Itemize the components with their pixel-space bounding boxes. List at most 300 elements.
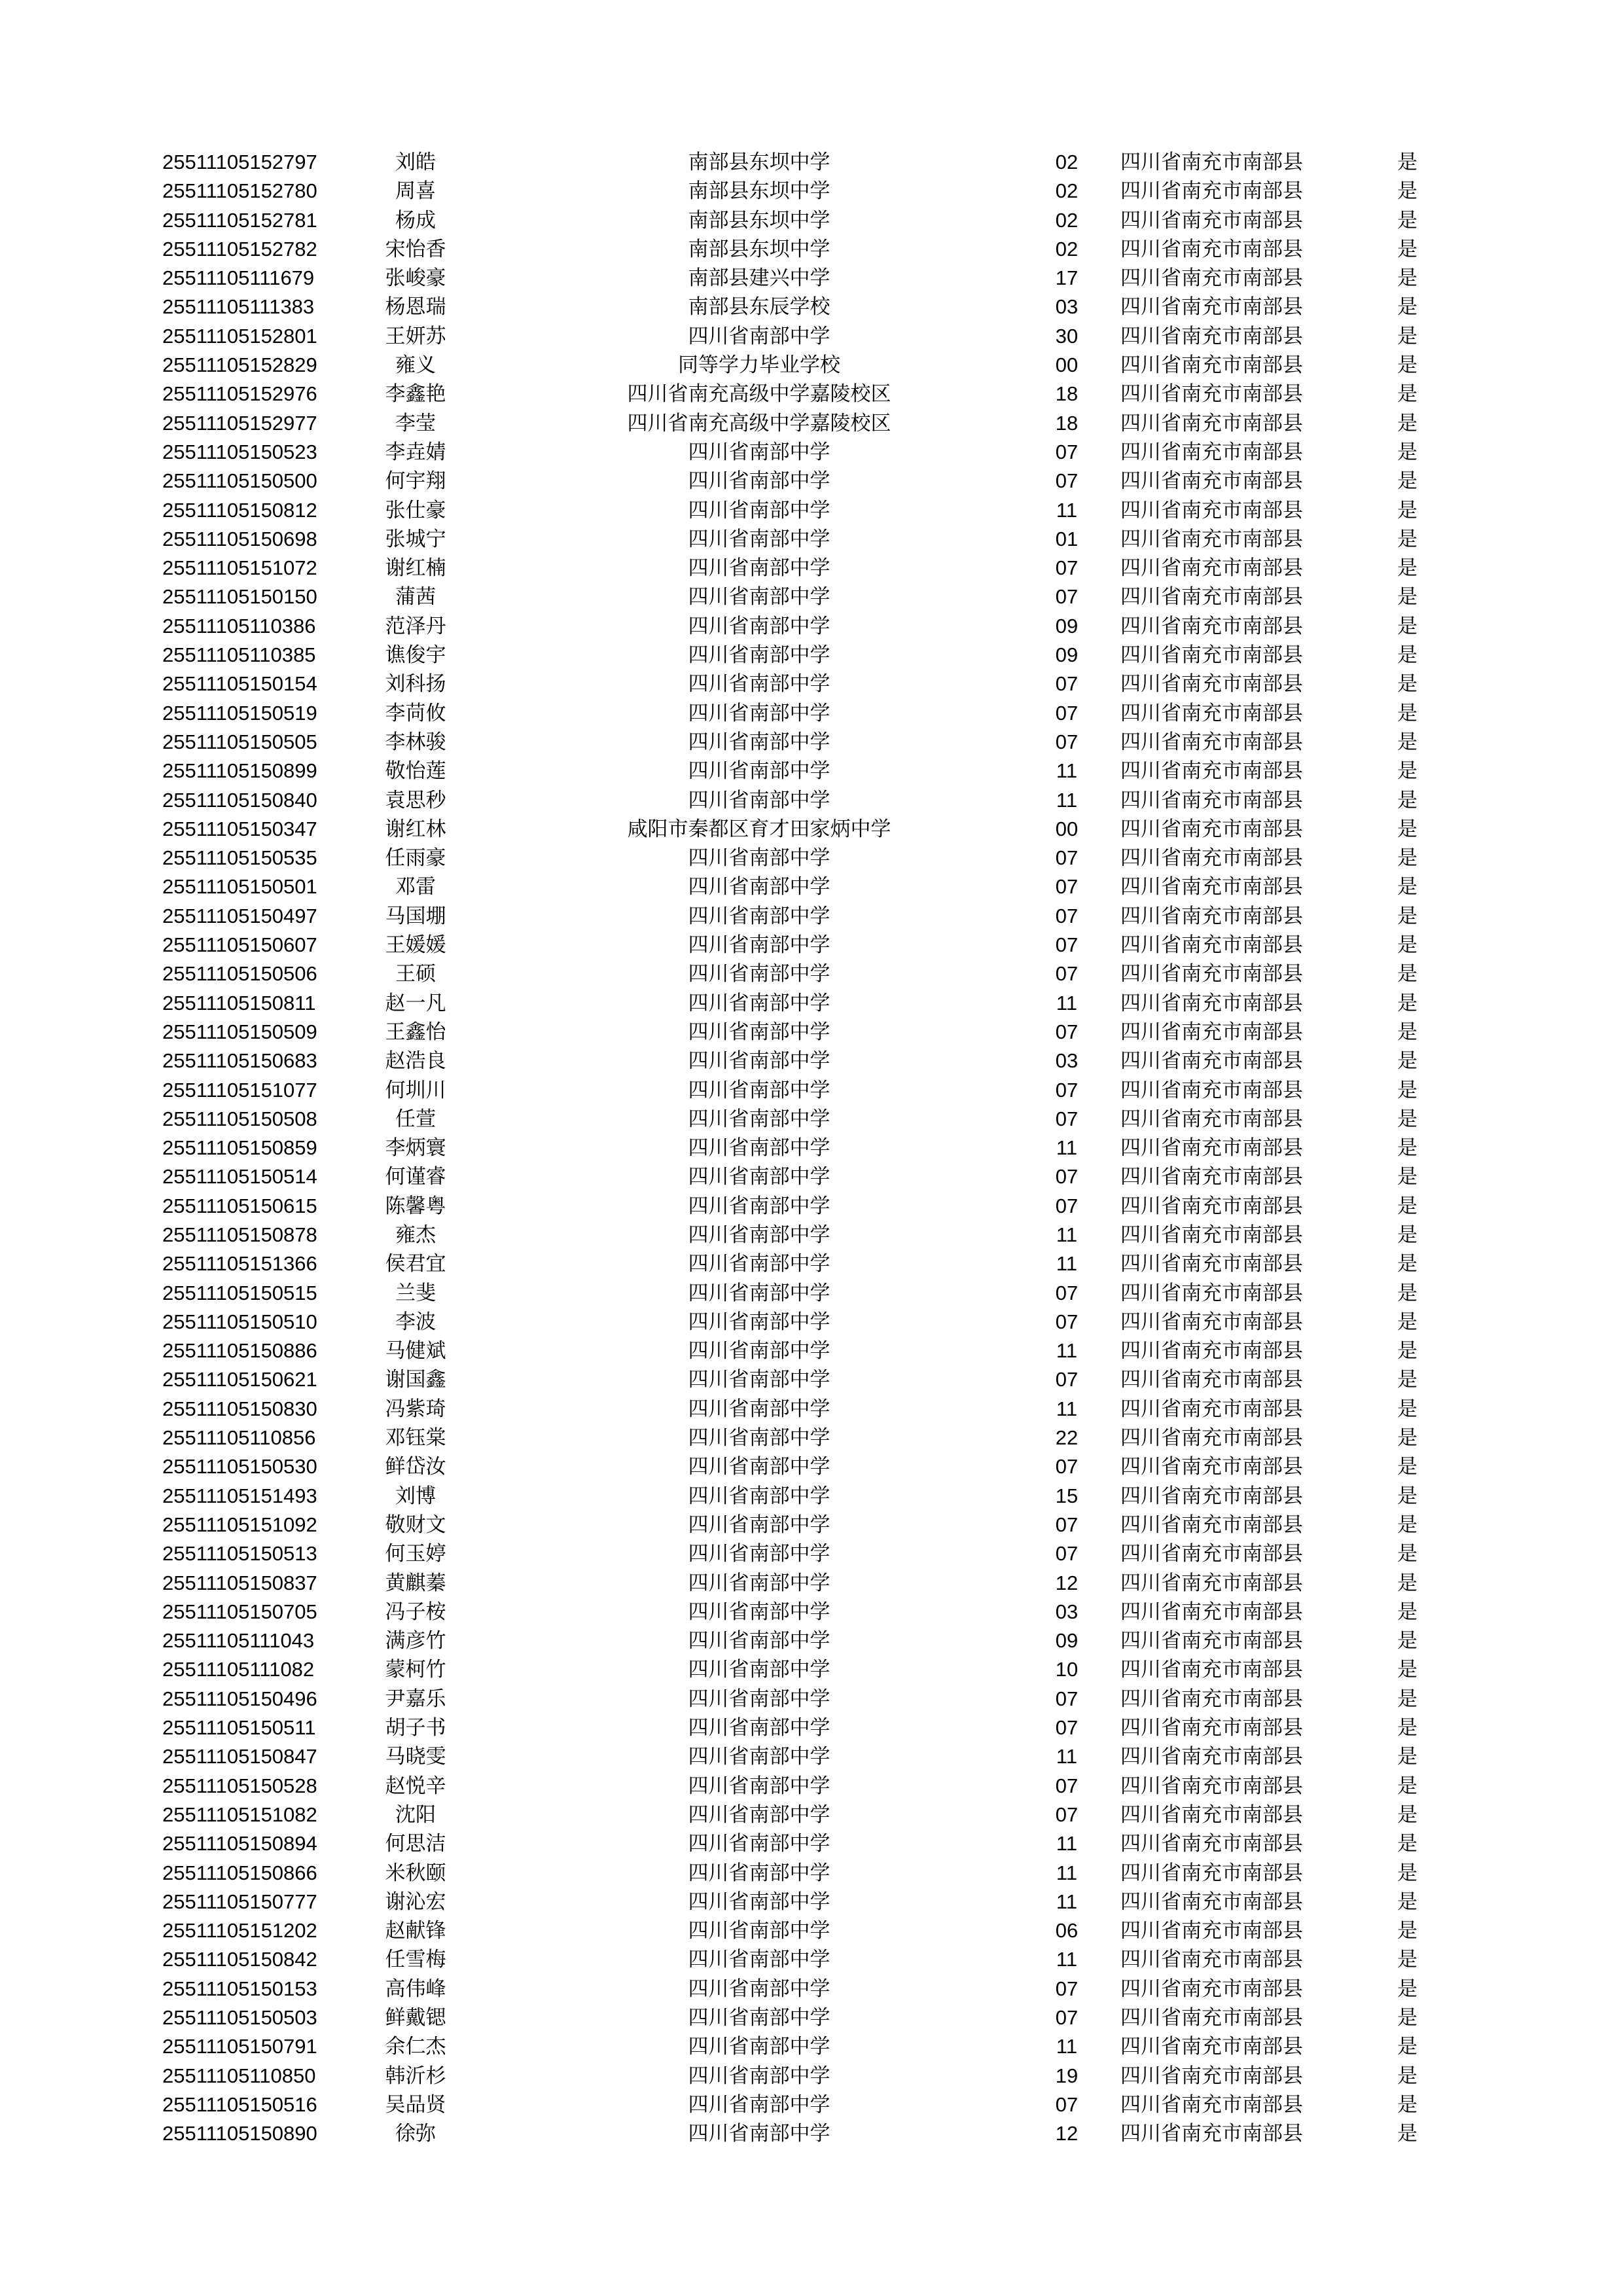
status-flag-cell: 是: [1397, 295, 1418, 319]
region-cell: 四川省南充市南部县: [1120, 1310, 1303, 1334]
status-flag-cell: 是: [1397, 1832, 1418, 1856]
student-name-cell: 马健斌: [385, 1339, 446, 1363]
status-flag-cell: 是: [1397, 1571, 1418, 1595]
school-name-cell: 四川省南部中学: [688, 1977, 830, 2001]
class-code-cell: 07: [1055, 556, 1079, 580]
table-row: [0, 1539, 1623, 1568]
class-code-cell: 07: [1055, 2006, 1079, 2029]
table-row: [0, 902, 1623, 931]
school-name-cell: 四川省南部中学: [688, 1310, 830, 1334]
region-cell: 四川省南充市南部县: [1120, 556, 1303, 581]
exam-number-cell: 25511105150496: [162, 1687, 317, 1710]
class-code-cell: 09: [1055, 614, 1079, 637]
exam-number-cell: 25511105152782: [162, 237, 317, 260]
exam-number-cell: 25511105150899: [162, 759, 317, 783]
status-flag-cell: 是: [1397, 759, 1418, 783]
status-flag-cell: 是: [1397, 527, 1418, 551]
status-flag-cell: 是: [1397, 730, 1418, 754]
school-name-cell: 四川省南部中学: [688, 1716, 830, 1740]
table-row: [0, 1655, 1623, 1684]
table-row: [0, 2032, 1623, 2061]
region-cell: 四川省南充市南部县: [1120, 353, 1303, 378]
school-name-cell: 南部县东辰学校: [688, 295, 830, 319]
student-name-cell: 李波: [395, 1310, 436, 1334]
school-name-cell: 四川省南部中学: [688, 788, 830, 812]
region-cell: 四川省南充市南部县: [1120, 1600, 1303, 1624]
region-cell: 四川省南充市南部县: [1120, 179, 1303, 204]
status-flag-cell: 是: [1397, 151, 1418, 174]
school-name-cell: 南部县东坝中学: [688, 237, 830, 261]
status-flag-cell: 是: [1397, 1687, 1418, 1711]
table-row: [0, 177, 1623, 206]
exam-number-cell: 25511105150501: [162, 875, 317, 899]
student-name-cell: 何圳川: [385, 1078, 446, 1102]
exam-number-cell: 25511105150847: [162, 1745, 317, 1768]
region-cell: 四川省南充市南部县: [1120, 1803, 1303, 1827]
region-cell: 四川省南充市南部县: [1120, 266, 1303, 291]
student-name-cell: 余仁杰: [385, 2035, 446, 2059]
exam-number-cell: 25511105152829: [162, 353, 317, 377]
table-row: [0, 2090, 1623, 2119]
exam-number-cell: 25511105150347: [162, 817, 317, 840]
school-name-cell: 四川省南部中学: [688, 1165, 830, 1189]
class-code-cell: 07: [1055, 469, 1079, 493]
status-flag-cell: 是: [1397, 991, 1418, 1015]
table-row: [0, 264, 1623, 293]
school-name-cell: 四川省南部中学: [688, 1890, 830, 1914]
class-code-cell: 07: [1055, 1977, 1079, 2000]
region-cell: 四川省南充市南部县: [1120, 1571, 1303, 1595]
table-row: [0, 1888, 1623, 1916]
exam-number-cell: 25511105151077: [162, 1078, 317, 1102]
region-cell: 四川省南充市南部县: [1120, 324, 1303, 348]
exam-number-cell: 25511105150500: [162, 469, 317, 493]
region-cell: 四川省南充市南部县: [1120, 1397, 1303, 1421]
school-name-cell: 四川省南部中学: [688, 2006, 830, 2030]
table-row: [0, 670, 1623, 698]
table-row: [0, 1076, 1623, 1105]
school-name-cell: 四川省南部中学: [688, 1252, 830, 1276]
region-cell: 四川省南充市南部县: [1120, 904, 1303, 928]
exam-number-cell: 25511105152780: [162, 179, 317, 203]
school-name-cell: 四川省南部中学: [688, 556, 830, 581]
table-row: [0, 235, 1623, 264]
region-cell: 四川省南充市南部县: [1120, 1223, 1303, 1247]
student-name-cell: 王鑫怡: [385, 1020, 446, 1044]
exam-number-cell: 25511105150894: [162, 1832, 317, 1856]
exam-number-cell: 25511105152781: [162, 208, 317, 232]
region-cell: 四川省南充市南部县: [1120, 208, 1303, 232]
region-cell: 四川省南充市南部县: [1120, 2092, 1303, 2117]
exam-number-cell: 25511105110850: [162, 2064, 316, 2087]
table-row: [0, 1162, 1623, 1191]
school-name-cell: 四川省南部中学: [688, 585, 830, 609]
class-code-cell: 00: [1055, 353, 1079, 377]
status-flag-cell: 是: [1397, 469, 1418, 493]
table-row: [0, 1018, 1623, 1047]
student-name-cell: 徐弥: [395, 2122, 436, 2146]
student-name-cell: 任雨豪: [385, 846, 446, 870]
student-name-cell: 赵一凡: [385, 991, 446, 1015]
region-cell: 四川省南充市南部县: [1120, 846, 1303, 870]
class-code-cell: 30: [1055, 324, 1079, 348]
table-row: [0, 989, 1623, 1018]
school-name-cell: 四川省南部中学: [688, 846, 830, 870]
exam-number-cell: 25511105151493: [162, 1484, 317, 1507]
table-row: [0, 1365, 1623, 1394]
status-flag-cell: 是: [1397, 643, 1418, 668]
exam-number-cell: 25511105150514: [162, 1165, 317, 1189]
school-name-cell: 四川省南部中学: [688, 1774, 830, 1798]
class-code-cell: 07: [1055, 701, 1079, 725]
status-flag-cell: 是: [1397, 1948, 1418, 1972]
student-name-cell: 胡子书: [385, 1716, 446, 1740]
student-name-cell: 米秋颐: [385, 1861, 446, 1885]
class-code-cell: 07: [1055, 846, 1079, 870]
region-cell: 四川省南充市南部县: [1120, 1194, 1303, 1218]
school-name-cell: 四川省南部中学: [688, 904, 830, 928]
school-name-cell: 四川省南部中学: [688, 1455, 830, 1479]
school-name-cell: 四川省南部中学: [688, 1020, 830, 1044]
table-row: [0, 1249, 1623, 1278]
school-name-cell: 四川省南部中学: [688, 1948, 830, 1972]
table-row: [0, 1598, 1623, 1626]
status-flag-cell: 是: [1397, 1484, 1418, 1508]
region-cell: 四川省南充市南部县: [1120, 1832, 1303, 1856]
class-code-cell: 01: [1055, 527, 1079, 550]
exam-number-cell: 25511105150535: [162, 846, 317, 870]
student-name-cell: 张城宁: [385, 527, 446, 551]
exam-number-cell: 25511105150607: [162, 933, 317, 957]
student-name-cell: 尹嘉乐: [385, 1687, 446, 1711]
table-row: [0, 1308, 1623, 1336]
status-flag-cell: 是: [1397, 411, 1418, 435]
exam-number-cell: 25511105110385: [162, 643, 316, 667]
class-code-cell: 09: [1055, 643, 1079, 667]
status-flag-cell: 是: [1397, 1977, 1418, 2001]
region-cell: 四川省南充市南部县: [1120, 2064, 1303, 2088]
exam-number-cell: 25511105150516: [162, 2092, 317, 2116]
region-cell: 四川省南充市南部县: [1120, 1890, 1303, 1914]
table-row: [0, 525, 1623, 554]
student-name-cell: 何宇翔: [385, 469, 446, 493]
class-code-cell: 15: [1055, 1484, 1079, 1507]
exam-number-cell: 25511105150503: [162, 2006, 317, 2029]
table-row: [0, 1801, 1623, 1829]
school-name-cell: 四川省南部中学: [688, 1484, 830, 1508]
student-name-cell: 鲜戴锶: [385, 2006, 446, 2030]
class-code-cell: 07: [1055, 2092, 1079, 2116]
region-cell: 四川省南充市南部县: [1120, 1020, 1303, 1044]
school-name-cell: 四川省南部中学: [688, 1919, 830, 1943]
class-code-cell: 03: [1055, 295, 1079, 319]
school-name-cell: 四川省南部中学: [688, 1339, 830, 1363]
class-code-cell: 18: [1055, 382, 1079, 406]
region-cell: 四川省南充市南部县: [1120, 1745, 1303, 1769]
student-name-cell: 敬怡莲: [385, 759, 446, 783]
status-flag-cell: 是: [1397, 1774, 1418, 1798]
exam-number-cell: 25511105150615: [162, 1194, 317, 1217]
exam-number-cell: 25511105111082: [162, 1658, 315, 1681]
region-cell: 四川省南充市南部县: [1120, 498, 1303, 522]
region-cell: 四川省南充市南部县: [1120, 469, 1303, 493]
class-code-cell: 11: [1056, 498, 1078, 522]
class-code-cell: 12: [1055, 2122, 1079, 2145]
status-flag-cell: 是: [1397, 1252, 1418, 1276]
exam-number-cell: 25511105150840: [162, 788, 317, 812]
region-cell: 四川省南充市南部县: [1120, 962, 1303, 986]
exam-number-cell: 25511105150497: [162, 904, 317, 927]
exam-number-cell: 25511105151072: [162, 556, 317, 580]
table-row: [0, 496, 1623, 525]
region-cell: 四川省南充市南部县: [1120, 151, 1303, 174]
table-row: [0, 1105, 1623, 1134]
student-name-cell: 任雪梅: [385, 1948, 446, 1972]
exam-number-cell: 25511105150791: [162, 2035, 317, 2058]
school-name-cell: 四川省南部中学: [688, 1107, 830, 1131]
exam-number-cell: 25511105150837: [162, 1571, 317, 1594]
class-code-cell: 11: [1056, 1948, 1078, 1971]
school-name-cell: 四川省南部中学: [688, 991, 830, 1015]
exam-number-cell: 25511105150508: [162, 1107, 317, 1130]
exam-number-cell: 25511105150509: [162, 1020, 317, 1043]
class-code-cell: 07: [1055, 1774, 1079, 1797]
table-row: [0, 438, 1623, 467]
class-code-cell: 07: [1055, 1165, 1079, 1189]
school-name-cell: 四川省南部中学: [688, 440, 830, 464]
school-name-cell: 四川省南部中学: [688, 1832, 830, 1856]
status-flag-cell: 是: [1397, 382, 1418, 406]
exam-number-cell: 25511105150830: [162, 1397, 317, 1420]
table-row: [0, 583, 1623, 611]
student-name-cell: 黄麒蓁: [385, 1571, 446, 1595]
student-name-cell: 杨恩瑞: [385, 295, 446, 319]
region-cell: 四川省南充市南部县: [1120, 1049, 1303, 1073]
exam-number-cell: 25511105150150: [162, 585, 317, 609]
table-row: [0, 1713, 1623, 1742]
status-flag-cell: 是: [1397, 353, 1418, 378]
region-cell: 四川省南充市南部县: [1120, 643, 1303, 668]
exam-number-cell: 25511105111043: [162, 1629, 315, 1653]
status-flag-cell: 是: [1397, 904, 1418, 928]
school-name-cell: 四川省南部中学: [688, 1658, 830, 1682]
status-flag-cell: 是: [1397, 1281, 1418, 1305]
table-row: [0, 1859, 1623, 1888]
status-flag-cell: 是: [1397, 1600, 1418, 1624]
school-name-cell: 四川省南部中学: [688, 1687, 830, 1711]
school-name-cell: 四川省南部中学: [688, 2064, 830, 2088]
table-row: [0, 1742, 1623, 1771]
table-row: [0, 1336, 1623, 1365]
table-row: [0, 786, 1623, 815]
class-code-cell: 11: [1056, 1252, 1078, 1276]
status-flag-cell: 是: [1397, 1426, 1418, 1450]
student-name-cell: 谢红楠: [385, 556, 446, 581]
table-row: [0, 409, 1623, 438]
region-cell: 四川省南充市南部县: [1120, 1687, 1303, 1711]
status-flag-cell: 是: [1397, 1223, 1418, 1247]
status-flag-cell: 是: [1397, 1919, 1418, 1943]
region-cell: 四川省南充市南部县: [1120, 1948, 1303, 1972]
exam-number-cell: 25511105150812: [162, 498, 317, 522]
region-cell: 四川省南充市南部县: [1120, 933, 1303, 958]
student-name-cell: 谢红林: [385, 817, 446, 841]
class-code-cell: 11: [1056, 1136, 1078, 1160]
class-code-cell: 07: [1055, 933, 1079, 957]
table-row: [0, 872, 1623, 901]
class-code-cell: 11: [1056, 1861, 1078, 1884]
class-code-cell: 07: [1055, 585, 1079, 609]
table-row: [0, 2119, 1623, 2148]
region-cell: 四川省南充市南部县: [1120, 1136, 1303, 1160]
class-code-cell: 07: [1055, 1194, 1079, 1217]
region-cell: 四川省南充市南部县: [1120, 1542, 1303, 1566]
school-name-cell: 四川省南部中学: [688, 1078, 830, 1102]
region-cell: 四川省南充市南部县: [1120, 991, 1303, 1015]
status-flag-cell: 是: [1397, 1658, 1418, 1682]
status-flag-cell: 是: [1397, 1194, 1418, 1218]
student-name-cell: 王硕: [395, 962, 436, 986]
region-cell: 四川省南充市南部县: [1120, 1716, 1303, 1740]
status-flag-cell: 是: [1397, 2122, 1418, 2146]
table-row: [0, 699, 1623, 728]
student-name-cell: 杨成: [395, 208, 436, 232]
status-flag-cell: 是: [1397, 1803, 1418, 1827]
status-flag-cell: 是: [1397, 817, 1418, 841]
table-row: [0, 1192, 1623, 1221]
region-cell: 四川省南充市南部县: [1120, 1368, 1303, 1392]
exam-number-cell: 25511105151202: [162, 1919, 317, 1943]
region-cell: 四川省南充市南部县: [1120, 1281, 1303, 1305]
school-name-cell: 四川省南部中学: [688, 324, 830, 348]
region-cell: 四川省南充市南部县: [1120, 2122, 1303, 2146]
student-name-cell: 谢沁宏: [385, 1890, 446, 1914]
exam-number-cell: 25511105150842: [162, 1948, 317, 1971]
class-code-cell: 11: [1056, 788, 1078, 812]
exam-number-cell: 25511105150777: [162, 1890, 317, 1913]
status-flag-cell: 是: [1397, 1368, 1418, 1392]
student-name-cell: 何思洁: [385, 1832, 446, 1856]
exam-number-cell: 25511105150515: [162, 1281, 317, 1304]
class-code-cell: 09: [1055, 1629, 1079, 1653]
status-flag-cell: 是: [1397, 1745, 1418, 1769]
region-cell: 四川省南充市南部县: [1120, 585, 1303, 609]
exam-number-cell: 25511105150506: [162, 962, 317, 986]
table-row: [0, 728, 1623, 757]
class-code-cell: 07: [1055, 1542, 1079, 1566]
region-cell: 四川省南充市南部县: [1120, 817, 1303, 841]
student-name-cell: 邓钰棠: [385, 1426, 446, 1450]
student-name-cell: 张仕豪: [385, 498, 446, 522]
school-name-cell: 四川省南部中学: [688, 672, 830, 696]
student-name-cell: 刘博: [395, 1484, 436, 1508]
school-name-cell: 四川省南部中学: [688, 701, 830, 725]
table-row: [0, 1626, 1623, 1655]
school-name-cell: 四川省南部中学: [688, 1281, 830, 1305]
status-flag-cell: 是: [1397, 1861, 1418, 1885]
student-name-cell: 张峻豪: [385, 266, 446, 291]
region-cell: 四川省南充市南部县: [1120, 1484, 1303, 1508]
class-code-cell: 07: [1055, 875, 1079, 899]
region-cell: 四川省南充市南部县: [1120, 1426, 1303, 1450]
exam-number-cell: 25511105150513: [162, 1542, 317, 1566]
class-code-cell: 11: [1056, 1890, 1078, 1913]
table-row: [0, 1916, 1623, 1945]
school-name-cell: 四川省南充高级中学嘉陵校区: [627, 411, 891, 435]
school-name-cell: 四川省南部中学: [688, 2035, 830, 2059]
region-cell: 四川省南充市南部县: [1120, 1078, 1303, 1102]
student-name-cell: 敬财文: [385, 1513, 446, 1537]
record-list: [0, 148, 1623, 2148]
student-name-cell: 鲜岱汝: [385, 1455, 446, 1479]
class-code-cell: 02: [1055, 151, 1079, 173]
student-name-cell: 雍义: [395, 353, 436, 378]
exam-number-cell: 25511105150683: [162, 1049, 317, 1073]
class-code-cell: 07: [1055, 1281, 1079, 1304]
table-row: [0, 1569, 1623, 1598]
table-row: [0, 641, 1623, 670]
class-code-cell: 07: [1055, 440, 1079, 463]
student-name-cell: 李鑫艳: [385, 382, 446, 406]
student-name-cell: 李苘攸: [385, 701, 446, 725]
school-name-cell: 四川省南部中学: [688, 875, 830, 899]
status-flag-cell: 是: [1397, 1397, 1418, 1421]
table-row: [0, 148, 1623, 177]
table-row: [0, 1511, 1623, 1539]
student-name-cell: 高伟峰: [385, 1977, 446, 2001]
region-cell: 四川省南充市南部县: [1120, 1339, 1303, 1363]
school-name-cell: 四川省南部中学: [688, 730, 830, 754]
table-row: [0, 931, 1623, 960]
class-code-cell: 02: [1055, 237, 1079, 260]
region-cell: 四川省南充市南部县: [1120, 701, 1303, 725]
table-row: [0, 1975, 1623, 2003]
student-name-cell: 王媛媛: [385, 933, 446, 958]
student-name-cell: 刘科扬: [385, 672, 446, 696]
class-code-cell: 11: [1056, 759, 1078, 783]
school-name-cell: 四川省南部中学: [688, 962, 830, 986]
region-cell: 四川省南充市南部县: [1120, 1629, 1303, 1653]
student-name-cell: 马晓雯: [385, 1745, 446, 1769]
status-flag-cell: 是: [1397, 614, 1418, 638]
class-code-cell: 07: [1055, 1078, 1079, 1102]
student-name-cell: 谯俊宇: [385, 643, 446, 668]
region-cell: 四川省南充市南部县: [1120, 1774, 1303, 1798]
class-code-cell: 07: [1055, 904, 1079, 927]
student-name-cell: 沈阳: [395, 1803, 436, 1827]
class-code-cell: 07: [1055, 1107, 1079, 1130]
student-name-cell: 何谨睿: [385, 1165, 446, 1189]
region-cell: 四川省南充市南部县: [1120, 672, 1303, 696]
table-row: [0, 1829, 1623, 1858]
exam-number-cell: 25511105151366: [162, 1252, 317, 1276]
class-code-cell: 00: [1055, 817, 1079, 840]
exam-number-cell: 25511105150886: [162, 1339, 317, 1363]
student-name-cell: 任萱: [395, 1107, 436, 1131]
class-code-cell: 18: [1055, 411, 1079, 435]
student-name-cell: 何玉婷: [385, 1542, 446, 1566]
school-name-cell: 南部县建兴中学: [688, 266, 830, 291]
status-flag-cell: 是: [1397, 2006, 1418, 2030]
class-code-cell: 11: [1056, 1339, 1078, 1363]
student-name-cell: 李垚婧: [385, 440, 446, 464]
school-name-cell: 四川省南部中学: [688, 933, 830, 958]
region-cell: 四川省南充市南部县: [1120, 527, 1303, 551]
table-row: [0, 1395, 1623, 1424]
exam-number-cell: 25511105150528: [162, 1774, 317, 1797]
status-flag-cell: 是: [1397, 237, 1418, 261]
status-flag-cell: 是: [1397, 701, 1418, 725]
